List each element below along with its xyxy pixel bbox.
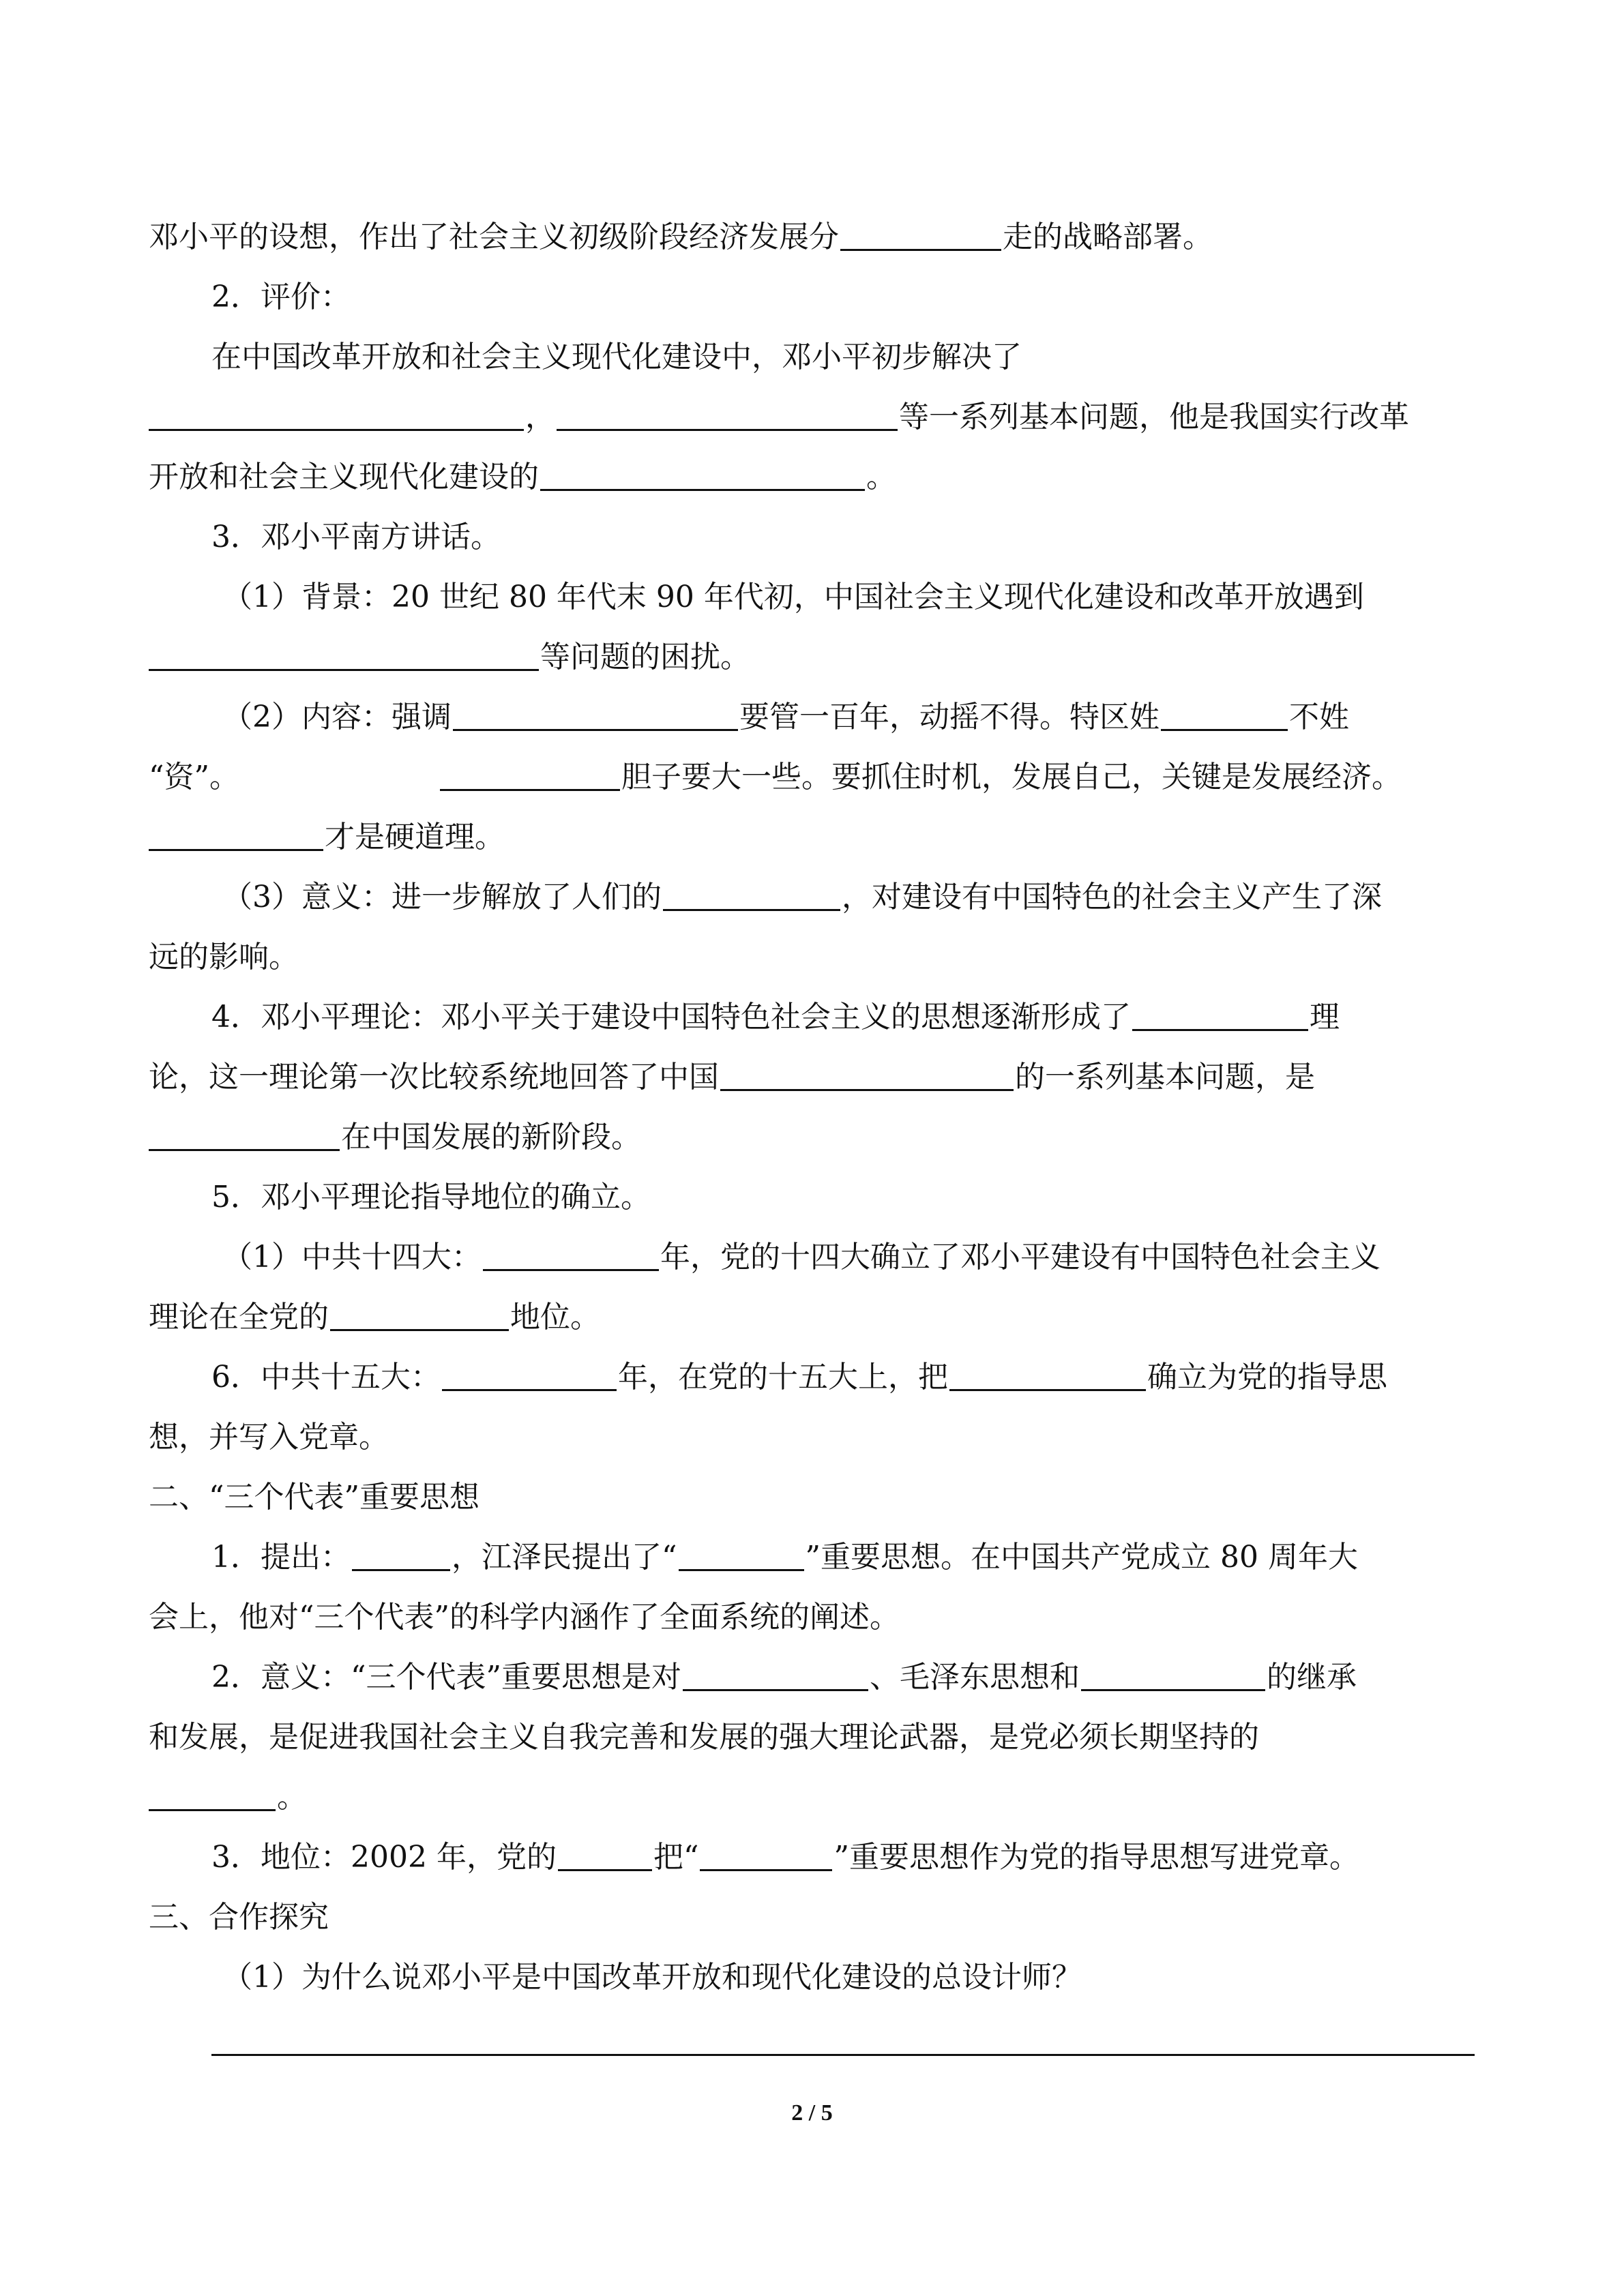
section-item: 2．意义：“三个代表”重要思想是对 、毛泽东思想和 的继承 <box>211 1657 1357 1698</box>
section-item: 4．邓小平理论：邓小平关于建设中国特色社会主义的思想逐渐形成了 理 <box>211 997 1340 1038</box>
text-line: 远的影响。 <box>149 940 299 974</box>
text-line: 在中国改革开放和社会主义现代化建设中，邓小平初步解决了 <box>211 340 1022 374</box>
text-line: 理论在全党的 地位。 <box>149 1297 600 1338</box>
text-line: 才是硬道理。 <box>149 817 505 858</box>
text-line: 。 <box>149 1777 307 1818</box>
section-item: 5．邓小平理论指导地位的确立。 <box>211 1180 651 1214</box>
section-item: 2．评价： <box>211 280 351 314</box>
question: （1）为什么说邓小平是中国改革开放和现代化建设的总设计师？ <box>222 1960 1082 1995</box>
answer-line[interactable] <box>211 2054 1475 2056</box>
section-item: 3．地位：2002 年，党的 把“ ”重要思想作为党的指导思想写进党章。 <box>211 1837 1359 1878</box>
section-item: 1．提出： ，江泽民提出了“ ”重要思想。在中国共产党成立 80 周年大 <box>211 1537 1358 1578</box>
fill-blank[interactable] <box>558 1838 652 1871</box>
fill-blank[interactable] <box>663 878 840 911</box>
fill-blank[interactable] <box>1132 998 1308 1031</box>
fill-blank[interactable] <box>720 1058 1014 1091</box>
fill-blank[interactable] <box>149 1778 276 1811</box>
fill-blank[interactable] <box>483 1238 659 1271</box>
fill-blank[interactable] <box>149 1118 340 1151</box>
section-item: 6．中共十五大： 年，在党的十五大上，把 确立为党的指导思 <box>211 1357 1387 1398</box>
page-number: 2 / 5 <box>791 2100 833 2126</box>
text-line: 开放和社会主义现代化建设的 。 <box>149 457 896 498</box>
fill-blank[interactable] <box>442 1358 617 1391</box>
section-item: 3．邓小平南方讲话。 <box>211 520 501 554</box>
text-line: 邓小平的设想，作出了社会主义初级阶段经济发展分 走的战略部署。 <box>149 217 1213 258</box>
fill-blank[interactable] <box>330 1298 509 1331</box>
text-line: 和发展，是促进我国社会主义自我完善和发展的强大理论武器，是党必须长期坚持的 <box>149 1720 1259 1755</box>
fill-blank[interactable] <box>700 1838 832 1871</box>
section-heading: 二、“三个代表”重要思想 <box>149 1480 479 1515</box>
fill-blank[interactable] <box>440 758 620 791</box>
fill-blank[interactable] <box>557 398 898 431</box>
text-line: （1）中共十四大： 年，党的十四大确立了邓小平建设有中国特色社会主义 <box>222 1237 1381 1278</box>
text-line: （1）背景：20 世纪 80 年代末 90 年代初，中国社会主义现代化建设和改革开放遇到 <box>222 580 1364 614</box>
fill-blank[interactable] <box>453 698 738 731</box>
fill-blank[interactable] <box>149 398 524 431</box>
fill-blank[interactable] <box>149 638 539 671</box>
text-line: 论，这一理论第一次比较系统地回答了中国 的一系列基本问题，是 <box>149 1057 1315 1098</box>
fill-blank[interactable] <box>683 1658 868 1691</box>
text-line: “资”。 胆子要大一些。要抓住时机，发展自己，关键是发展经济。 <box>149 757 1402 798</box>
text-line: 想，并写入党章。 <box>149 1420 389 1455</box>
section-heading: 三、合作探究 <box>149 1900 329 1935</box>
fill-blank[interactable] <box>540 458 865 491</box>
text-line: 会上，他对“三个代表”的科学内涵作了全面系统的阐述。 <box>149 1600 900 1635</box>
fill-blank[interactable] <box>352 1538 450 1571</box>
fill-blank[interactable] <box>840 218 1001 251</box>
text-line: （2）内容：强调 要管一百年，动摇不得。特区姓 不姓 <box>222 697 1349 738</box>
text-line: 在中国发展的新阶段。 <box>149 1117 641 1158</box>
text-line: （3）意义：进一步解放了人们的 ，对建设有中国特色的社会主义产生了深 <box>222 877 1382 918</box>
fill-blank[interactable] <box>679 1538 804 1571</box>
fill-blank[interactable] <box>1161 698 1288 731</box>
fill-blank[interactable] <box>1081 1658 1265 1691</box>
text-line: ， 等一系列基本问题，他是我国实行改革 <box>149 397 1409 438</box>
fill-blank[interactable] <box>149 818 323 851</box>
text-line: 等问题的困扰。 <box>149 637 750 678</box>
fill-blank[interactable] <box>949 1358 1146 1391</box>
